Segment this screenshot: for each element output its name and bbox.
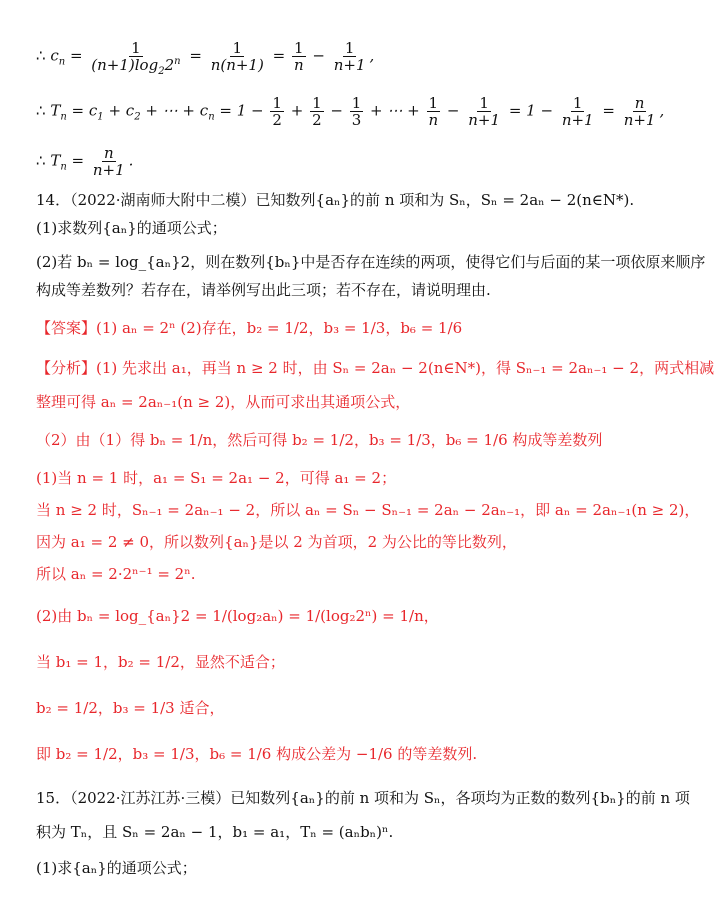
analysis-line-3: （2）由（1）得 bₙ = 1/n，然后可得 b₂ = 1/2，b₃ = 1/3，b₆ = 1/6 构成等差数列 (36, 431, 603, 449)
line-cn-formula: ∴ $c_n$ = $\frac{1}{(n+1)\log_22^n}$ = $\frac{1}{n(n+1)}$ = $\frac{1}{n}$ − $\frac{1}{n+1}$ , (36, 39, 375, 77)
problem-15-statement-cont: 积为 Tₙ，且 Sₙ = 2aₙ − 1，b₁ = a₁，Tₙ = (aₙbₙ)ⁿ. (36, 823, 394, 841)
solution-1-line-1: (1)当 n = 1 时，a₁ = S₁ = 2a₁ − 2，可得 a₁ = 2； (36, 469, 397, 487)
solution-2-line-1: (2)由 bₙ = log_{aₙ}2 = 1/(log₂aₙ) = 1/(log₂2ⁿ) = 1/n， (36, 607, 439, 625)
problem-15-statement: 15．（2022·江苏江苏·三模）已知数列{aₙ}的前 n 项和为 Sₙ，各项均为正数的数列{bₙ}的前 n 项 (36, 789, 690, 807)
analysis-line-1: 【分析】(1) 先求出 a₁，再当 n ≥ 2 时，由 Sₙ = 2aₙ − 2(n∈N*)，得 Sₙ₋₁ = 2aₙ₋₁ − 2，两式相减 (36, 359, 714, 377)
problem-14-statement: 14．（2022·湖南师大附中二模）已知数列{aₙ}的前 n 项和为 Sₙ，Sₙ = 2aₙ − 2(n∈N*). (36, 191, 635, 209)
line-tn-sum: ∴ $T_n = c_1 + c_2$ + ⋯ + $c_n = 1$ − $\frac{1}{2}$ + $\frac{1}{2}$ − $\frac{1}{3}$ + ⋯ + $\frac{1}{n}$ − $\frac{1}{n+1}$ = 1 − $\frac{1}{n+1}$ = $\frac{n}{n+1}$ , (36, 94, 665, 129)
problem-14-part1: (1)求数列{aₙ}的通项公式； (36, 219, 227, 237)
problem-14-part2-cont: 构成等差数列？若存在，请举例写出此三项；若不存在，请说明理由. (36, 281, 491, 299)
solution-2-line-3: b₂ = 1/2，b₃ = 1/3 适合， (36, 699, 225, 717)
line-tn-result: ∴ $T_n$ = $\frac{n}{n+1}$ . (36, 144, 134, 179)
solution-1-line-2: 当 n ≥ 2 时，Sₙ₋₁ = 2aₙ₋₁ − 2，所以 aₙ = Sₙ − Sₙ₋₁ = 2aₙ − 2aₙ₋₁，即 aₙ = 2aₙ₋₁(n ≥ 2)， (36, 501, 700, 519)
solution-1-line-4: 所以 aₙ = 2·2ⁿ⁻¹ = 2ⁿ. (36, 565, 196, 583)
analysis-line-2: 整理可得 aₙ = 2aₙ₋₁(n ≥ 2)，从而可求出其通项公式， (36, 393, 411, 411)
answer-line: 【答案】(1) aₙ = 2ⁿ (2)存在，b₂ = 1/2，b₃ = 1/3，b₆ = 1/6 (36, 319, 463, 337)
solution-2-line-2: 当 b₁ = 1，b₂ = 1/2，显然不适合； (36, 653, 285, 671)
solution-2-line-4: 即 b₂ = 1/2，b₃ = 1/3，b₆ = 1/6 构成公差为 −1/6 的等差数列. (36, 745, 478, 763)
problem-15-part1: (1)求{aₙ}的通项公式； (36, 859, 197, 877)
solution-1-line-3: 因为 a₁ = 2 ≠ 0，所以数列{aₙ}是以 2 为首项，2 为公比的等比数列， (36, 533, 517, 551)
problem-14-part2: (2)若 bₙ = log_{aₙ}2，则在数列{bₙ}中是否存在连续的两项，使得它们与后面的某一项依原来顺序 (36, 253, 706, 271)
